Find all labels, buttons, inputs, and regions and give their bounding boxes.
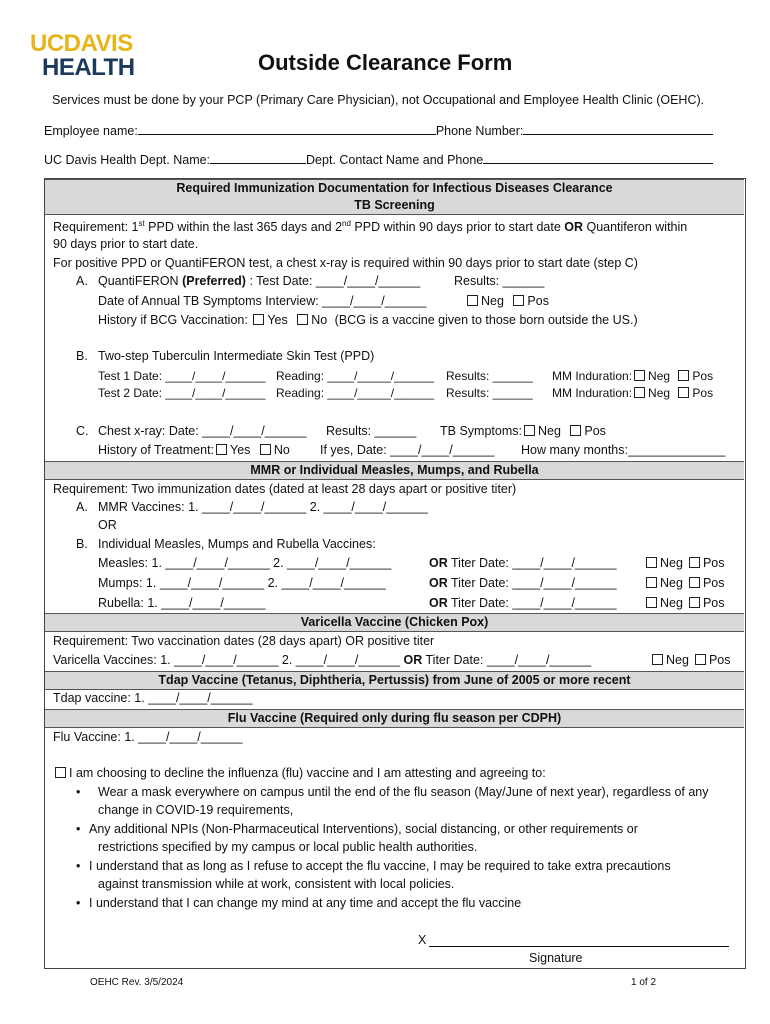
dept-contact-label: Dept. Contact Name and Phone <box>306 153 484 167</box>
yes-label: Yes <box>267 313 288 327</box>
treatment-no-checkbox[interactable] <box>260 444 271 455</box>
signature-line[interactable] <box>429 946 729 947</box>
neg-checkbox[interactable] <box>634 387 645 398</box>
neg-label: Neg <box>648 386 671 400</box>
no-label: No <box>273 443 290 457</box>
neg-label: Neg <box>660 596 683 610</box>
neg-checkbox[interactable] <box>646 597 657 608</box>
tb-req-text: PPD within the last 365 days and 2 <box>144 220 343 235</box>
phone-label: Phone Number: <box>435 124 524 138</box>
section-flu-header: Flu Vaccine (Required only during flu season per CDPH) <box>45 709 744 728</box>
phone-field[interactable] <box>523 122 713 135</box>
bcg-yes-checkbox[interactable] <box>253 314 264 325</box>
mmr-vaccines-field[interactable]: MMR Vaccines: 1. ____/____/______ 2. ____/____/______ <box>98 500 428 514</box>
titer-field[interactable]: Titer Date: ____/____/______ <box>447 576 617 590</box>
neg-label: Neg <box>537 424 561 438</box>
tb-req-sup: nd <box>342 219 351 228</box>
bullet-icon: • <box>76 896 81 910</box>
bullet2-line1: Any additional NPIs (Non-Pharmaceutical Interventions), social distancing, or other requirements or <box>89 822 638 836</box>
page-title: Outside Clearance Form <box>258 50 513 75</box>
rubella-negpos <box>644 596 724 610</box>
quantiferon-results-field[interactable]: Results: ______ <box>454 274 545 288</box>
mmr-or: OR <box>98 518 117 532</box>
neg-label: Neg <box>481 294 504 308</box>
tb-b-label: Two-step Tuberculin Intermediate Skin Test (PPD) <box>98 349 375 363</box>
bullet1-line1: Wear a mask everywhere on campus until the end of the flu season (May/June of next year), regardless of any <box>98 785 709 799</box>
ppd-test2-induration <box>552 386 713 400</box>
chest-xray-date[interactable]: Chest x-ray: Date: ____/____/______ <box>98 424 307 438</box>
ppd-test2-results[interactable]: Results: ______ <box>446 386 533 400</box>
neg-checkbox[interactable] <box>652 654 663 665</box>
tb-a-letter: A. <box>76 274 88 288</box>
mm-label: MM Induration: <box>552 369 633 383</box>
bcg-label: History if BCG Vaccination: <box>98 313 248 327</box>
flu-decline-label: I am choosing to decline the influenza (flu) vaccine and I am attesting and agreeing to: <box>69 766 546 780</box>
or-label: OR <box>429 596 448 610</box>
pos-checkbox[interactable] <box>570 425 581 436</box>
footer-revision: OEHC Rev. 3/5/2024 <box>90 977 184 988</box>
varicella-titer-field[interactable]: Titer Date: ____/____/______ <box>422 653 592 667</box>
footer-page-number: 1 of 2 <box>631 977 657 988</box>
section-tdap-header: Tdap Vaccine (Tetanus, Diphtheria, Pertussis) from June of 2005 or more recent <box>45 671 744 690</box>
yes-label: Yes <box>230 443 251 457</box>
bullet-icon: • <box>76 859 81 873</box>
mmr-b-letter: B. <box>76 537 88 551</box>
neg-checkbox[interactable] <box>634 370 645 381</box>
varicella-negpos <box>650 653 730 667</box>
logo-ucdavis: UCDAVIS <box>30 30 133 57</box>
treatment-row <box>98 443 290 457</box>
or-label: OR <box>429 576 448 590</box>
pos-label: Pos <box>692 386 714 400</box>
or-label: OR <box>429 556 448 570</box>
neg-label: Neg <box>648 369 671 383</box>
mumps-field[interactable]: Mumps: 1. ____/____/______ 2. ____/____/______ <box>98 576 386 590</box>
tb-req-text: Requirement: 1 <box>53 220 139 235</box>
varicella-vaccines-field[interactable]: Varicella Vaccines: 1. ____/____/______ 2. ____/____/______ <box>53 653 404 667</box>
section-main-header: Required Immunization Documentation for Infectious Diseases Clearance <box>45 179 744 198</box>
ppd-test1-results[interactable]: Results: ______ <box>446 369 533 383</box>
bcg-row <box>98 313 638 327</box>
pos-checkbox[interactable] <box>695 654 706 665</box>
ppd-test2-reading[interactable]: Reading: ____/_____/______ <box>276 386 435 400</box>
varicella-row <box>53 653 591 667</box>
tb-interview-date-field[interactable]: Date of Annual TB Symptoms Interview: ____/____/______ <box>98 294 427 308</box>
mumps-titer[interactable] <box>429 576 617 590</box>
tb-req-text: PPD within 90 days prior to start date <box>350 220 565 235</box>
pos-checkbox[interactable] <box>513 295 524 306</box>
dept-name-field[interactable] <box>210 151 306 164</box>
mmr-requirement: Requirement: Two immunization dates (dated at least 28 days apart or positive titer) <box>53 482 517 496</box>
neg-checkbox[interactable] <box>646 557 657 568</box>
bullet4-line1: I understand that I can change my mind at any time and accept the flu vaccine <box>89 896 522 910</box>
ppd-test1-induration <box>552 369 713 383</box>
signature-x: X <box>418 933 427 947</box>
pos-label: Pos <box>702 596 725 610</box>
pos-label: Pos <box>702 556 725 570</box>
pos-checkbox[interactable] <box>678 387 689 398</box>
quantiferon-date-field[interactable]: : Test Date: ____/____/______ <box>245 274 421 288</box>
neg-label: Neg <box>666 653 689 667</box>
neg-checkbox[interactable] <box>524 425 535 436</box>
treatment-months[interactable]: How many months:______________ <box>521 443 726 457</box>
bullet3-line2: against transmission while at work, consistent with local policies. <box>98 877 455 891</box>
titer-field[interactable]: Titer Date: ____/____/______ <box>447 556 617 570</box>
neg-checkbox[interactable] <box>467 295 478 306</box>
pos-checkbox[interactable] <box>678 370 689 381</box>
or-label: OR <box>403 653 423 667</box>
rubella-field[interactable]: Rubella: 1. ____/____/______ <box>98 596 266 610</box>
varicella-requirement: Requirement: Two vaccination dates (28 days apart) OR positive titer <box>53 634 435 648</box>
pos-checkbox[interactable] <box>689 577 700 588</box>
logo-health: HEALTH <box>42 54 135 81</box>
tb-req-sup: st <box>138 219 145 228</box>
ppd-test2-date[interactable]: Test 2 Date: ____/____/______ <box>98 386 266 400</box>
bullet1-line2: change in COVID-19 requirements, <box>98 803 294 817</box>
rubella-titer[interactable] <box>429 596 617 610</box>
pos-label: Pos <box>527 294 549 308</box>
measles-titer[interactable] <box>429 556 617 570</box>
mmr-b-label: Individual Measles, Mumps and Rubella Vaccines: <box>98 537 376 551</box>
bcg-note: (BCG is a vaccine given to those born outside the US.) <box>334 313 638 327</box>
tb-b-letter: B. <box>76 349 88 363</box>
flu-decline-row <box>53 766 546 780</box>
pos-checkbox[interactable] <box>689 557 700 568</box>
bullet-icon: • <box>76 822 81 836</box>
no-label: No <box>311 313 328 327</box>
neg-label: Neg <box>660 576 683 590</box>
pos-label: Pos <box>692 369 714 383</box>
tb-symptoms-row <box>440 424 606 438</box>
section-tb-header: TB Screening <box>45 197 744 215</box>
tb-symptoms-label: TB Symptoms: <box>440 424 522 438</box>
pos-label: Pos <box>708 653 731 667</box>
signature-label: Signature <box>529 951 583 965</box>
neg-checkbox[interactable] <box>646 577 657 588</box>
interview-neg-pos <box>465 294 549 308</box>
bullet3-line1: I understand that as long as I refuse to accept the flu vaccine, I may be required to take extra precautions <box>89 859 671 873</box>
tdap-field[interactable]: Tdap vaccine: 1. ____/____/______ <box>53 691 253 705</box>
flu-decline-checkbox[interactable] <box>55 767 66 778</box>
tb-positive-note: For positive PPD or QuantiFERON test, a chest x-ray is required within 90 days prior to start date (step C) <box>53 256 638 270</box>
quantiferon-label: QuantiFERON <box>98 274 183 288</box>
section-mmr-header: MMR or Individual Measles, Mumps, and Rubella <box>45 461 744 480</box>
tb-c-letter: C. <box>76 424 89 438</box>
ppd-test1-reading[interactable]: Reading: ____/_____/______ <box>276 369 435 383</box>
chest-xray-results[interactable]: Results: ______ <box>326 424 417 438</box>
measles-negpos <box>644 556 724 570</box>
subtitle: Services must be done by your PCP (Primary Care Physician), not Occupational and Employee Health Clinic (OEHC). <box>52 93 705 107</box>
measles-field[interactable]: Measles: 1. ____/____/______ 2. ____/____/______ <box>98 556 392 570</box>
tb-a-row <box>98 274 420 288</box>
bcg-no-checkbox[interactable] <box>297 314 308 325</box>
mmr-a-letter: A. <box>76 500 88 514</box>
tb-req-line2: 90 days prior to start date. <box>53 237 199 251</box>
employee-name-label: Employee name: <box>44 124 138 138</box>
mm-label: MM Induration: <box>552 386 633 400</box>
pos-label: Pos <box>702 576 725 590</box>
pos-label: Pos <box>584 424 606 438</box>
bullet2-line2: restrictions specified by my campus or local public health authorities. <box>98 840 478 854</box>
dept-name-label: UC Davis Health Dept. Name: <box>44 153 211 167</box>
pos-checkbox[interactable] <box>689 597 700 608</box>
neg-label: Neg <box>660 556 683 570</box>
employee-name-row <box>44 122 713 138</box>
titer-field[interactable]: Titer Date: ____/____/______ <box>447 596 617 610</box>
tb-requirement <box>53 219 687 234</box>
preferred-label: (Preferred) <box>182 274 246 288</box>
dept-row <box>44 151 713 167</box>
bullet-icon: • <box>76 785 81 799</box>
treatment-label: History of Treatment: <box>98 443 215 457</box>
tb-req-text: Quantiferon within <box>583 220 688 235</box>
ppd-test1-date[interactable]: Test 1 Date: ____/____/______ <box>98 369 266 383</box>
tb-req-or: OR <box>564 220 583 235</box>
treatment-yes-checkbox[interactable] <box>216 444 227 455</box>
employee-name-field[interactable] <box>138 122 436 135</box>
flu-field[interactable]: Flu Vaccine: 1. ____/____/______ <box>53 730 243 744</box>
dept-contact-field[interactable] <box>483 151 713 164</box>
section-varicella-header: Varicella Vaccine (Chicken Pox) <box>45 613 744 632</box>
mumps-negpos <box>644 576 724 590</box>
treatment-date[interactable]: If yes, Date: ____/____/______ <box>320 443 495 457</box>
